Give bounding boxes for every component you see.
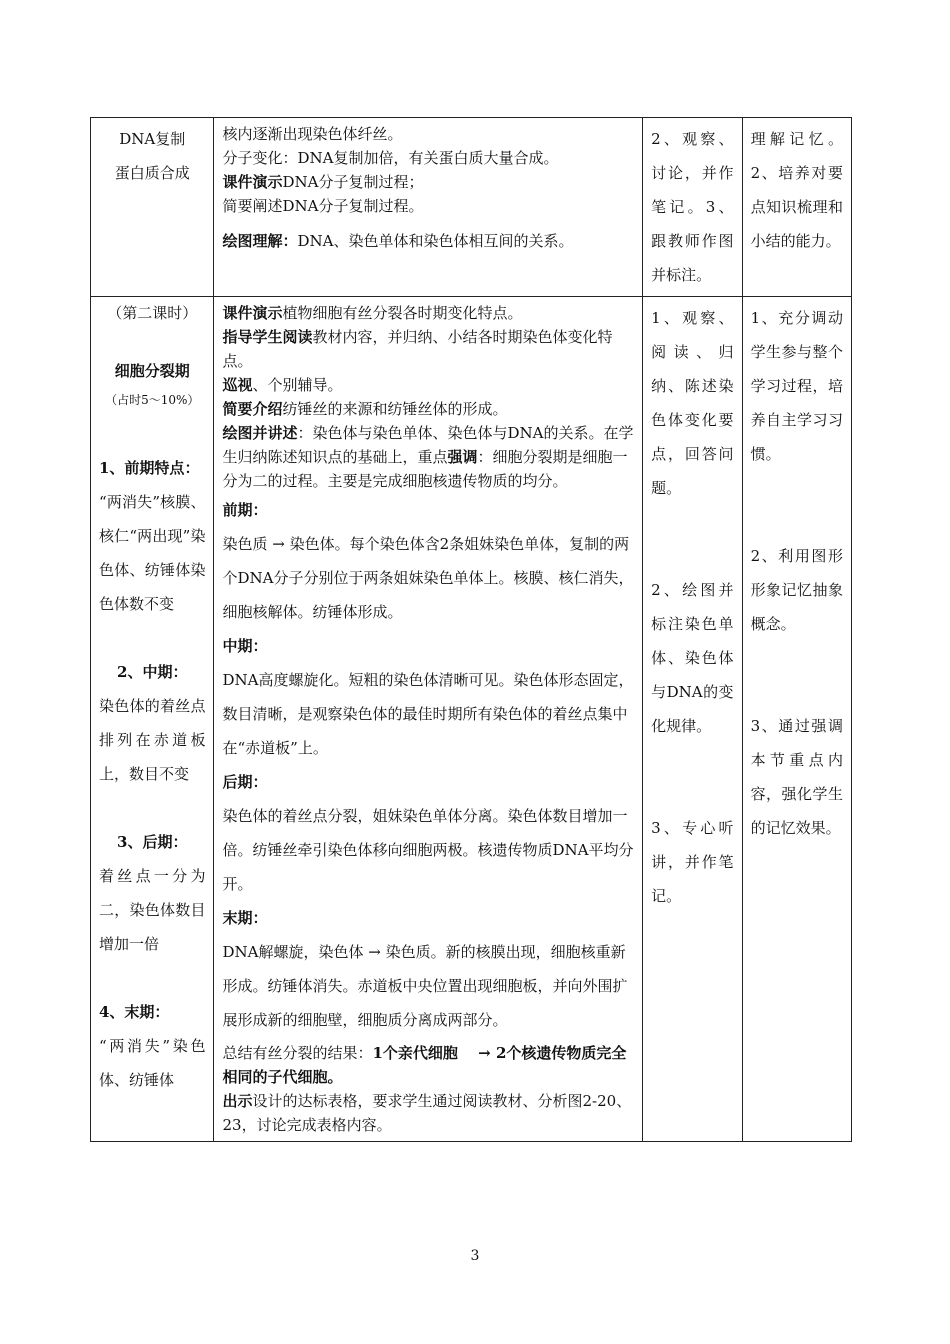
prophase-summary: “两消失”核膜、核仁“两出现”染色体、纺锤体染色体数不变 <box>99 493 206 613</box>
text-span: 纺锤丝的来源和纺锤丝体的形成。 <box>282 400 508 418</box>
bold-label: 巡视 <box>222 376 253 394</box>
topic-protein-synthesis: 蛋白质合成 <box>114 164 190 182</box>
text-line <box>222 421 634 493</box>
spacer <box>99 961 205 995</box>
student-activity-text: 3、专心听讲，并作笔记。 <box>651 819 734 905</box>
text-line: 核内逐渐出现染色体纤丝。 <box>222 125 403 143</box>
table-row <box>91 297 852 1142</box>
text-line <box>222 397 634 421</box>
table-row <box>91 118 852 297</box>
text-span: DNA分子复制过程； <box>282 173 424 191</box>
bold-label: 绘图理解： <box>222 232 298 250</box>
teacher-activity-cell <box>214 297 643 1142</box>
student-activity-cell <box>643 297 742 1142</box>
bold-label: 强调 <box>447 448 478 466</box>
phase-heading: 后期： <box>222 773 268 791</box>
text-span: 设计的达标表格，要求学生通过阅读教材、分析图2-20、23，讨论完成表格内容。 <box>222 1092 632 1134</box>
student-activity-text: 2、绘图并标注染色单体、染色体与DNA的变化规律。 <box>651 581 734 735</box>
phase-text: 染色体的着丝点分裂，姐妹染色单体分离。染色体数目增加一倍。纺锤丝牵引染色体移向细胞两极。核遗传物质DNA平均分开。 <box>222 807 634 893</box>
metaphase-heading: 2、中期： <box>117 663 188 681</box>
design-intent-cell <box>742 118 851 297</box>
text-line: 分子变化：DNA复制加倍，有关蛋白质大量合成。 <box>222 149 559 167</box>
text-line <box>222 1041 634 1089</box>
student-activity-text: 2、观察、讨论，并作笔记。3、跟教师作图并标注。 <box>651 130 734 284</box>
metaphase-summary: 染色体的着丝点排列在赤道板上，数目不变 <box>99 697 206 783</box>
text-span: 总结有丝分裂的结果： <box>222 1044 373 1062</box>
session-label: （第二课时） <box>107 304 198 322</box>
design-intent-text: 理解记忆。2、培养对要点知识梳理和小结的能力。 <box>750 130 843 250</box>
text-span: ：染色体与染色单体、染色体与DNA的关系。在学生归纳陈述知识点的基础上，重点 <box>222 424 634 466</box>
prophase-heading: 1、前期特点： <box>99 459 200 477</box>
student-activity-text: 1、观察、阅读、归纳、陈述染色体变化要点，回答问题。 <box>651 309 734 497</box>
phase-text: 染色质 → 染色体。每个染色体含2条姐妹染色单体，复制的两个DNA分子分别位于两条姐妹染色单体上。核膜、核仁消失，细胞核解体。纺锤体形成。 <box>222 535 634 621</box>
spacer <box>99 325 205 359</box>
bold-label: 课件演示 <box>222 304 283 322</box>
spacer <box>751 471 843 539</box>
phase-heading: 中期： <box>222 637 268 655</box>
spacer <box>751 641 843 709</box>
content-cell <box>91 118 214 297</box>
content-cell <box>91 297 214 1142</box>
section-title: 细胞分裂期 <box>114 362 190 380</box>
teacher-activity-cell <box>214 118 643 297</box>
bold-label: 1个亲代细胞 → 2个核遗传物质完全相同的子代细胞。 <box>222 1044 627 1086</box>
page-number: 3 <box>470 1248 480 1264</box>
design-intent-text: 1、充分调动学生参与整个学习过程，培养自主学习习惯。 <box>750 309 843 463</box>
spacer <box>651 743 733 811</box>
text-line <box>222 224 634 258</box>
text-line <box>222 1089 634 1137</box>
text-span: ：细胞分裂期是细胞一分为二的过程。主要是完成细胞核遗传物质的均分。 <box>222 448 628 490</box>
phase-text: DNA解螺旋，染色体 → 染色质。新的核膜出现，细胞核重新形成。纺锤体消失。赤道板中央位置出现细胞板，并向外围扩展形成新的细胞壁，细胞质分离成两部分。 <box>222 943 628 1029</box>
text-line: 简要阐述DNA分子复制过程。 <box>222 197 424 215</box>
topic-dna-replication: DNA复制 <box>119 130 186 148</box>
bold-label: 指导学生阅读 <box>222 328 313 346</box>
lesson-plan-table <box>90 117 852 1142</box>
text-span: 教材内容，并归纳、小结各时期染色体变化特点。 <box>222 328 613 370</box>
text-span: 植物细胞有丝分裂各时期变化特点。 <box>282 304 523 322</box>
text-line <box>222 170 634 194</box>
spacer <box>99 621 205 655</box>
spacer <box>99 791 205 825</box>
text-line <box>222 373 634 397</box>
phase-heading: 末期： <box>222 909 268 927</box>
student-activity-cell <box>643 118 742 297</box>
spacer <box>99 417 205 451</box>
telophase-heading: 4、末期： <box>99 1003 170 1021</box>
phase-heading: 前期： <box>222 501 268 519</box>
phase-text: DNA高度螺旋化。短粗的染色体清晰可见。染色体形态固定，数目清晰，是观察染色体的最佳时期所有染色体的着丝点集中在“赤道板”上。 <box>222 671 634 757</box>
bold-label: 简要介绍 <box>222 400 283 418</box>
text-line <box>222 325 634 373</box>
telophase-summary: “两消失”染色体、纺锤体 <box>99 1037 206 1089</box>
design-intent-cell <box>742 297 851 1142</box>
spacer <box>651 505 733 573</box>
bold-label: 课件演示 <box>222 173 283 191</box>
anaphase-summary: 着丝点一分为二，染色体数目增加一倍 <box>99 867 206 953</box>
bold-label: 绘图并讲述 <box>222 424 298 442</box>
design-intent-text: 2、利用图形形象记忆抽象概念。 <box>750 547 843 633</box>
time-note: （占时5～10%） <box>105 393 200 407</box>
design-intent-text: 3、通过强调本节重点内容，强化学生的记忆效果。 <box>750 717 843 837</box>
text-span: DNA、染色单体和染色体相互间的关系。 <box>297 232 574 250</box>
text-line <box>222 301 634 325</box>
text-span: 、个别辅导。 <box>252 376 343 394</box>
anaphase-heading: 3、后期： <box>117 833 188 851</box>
bold-label: 出示 <box>222 1092 253 1110</box>
